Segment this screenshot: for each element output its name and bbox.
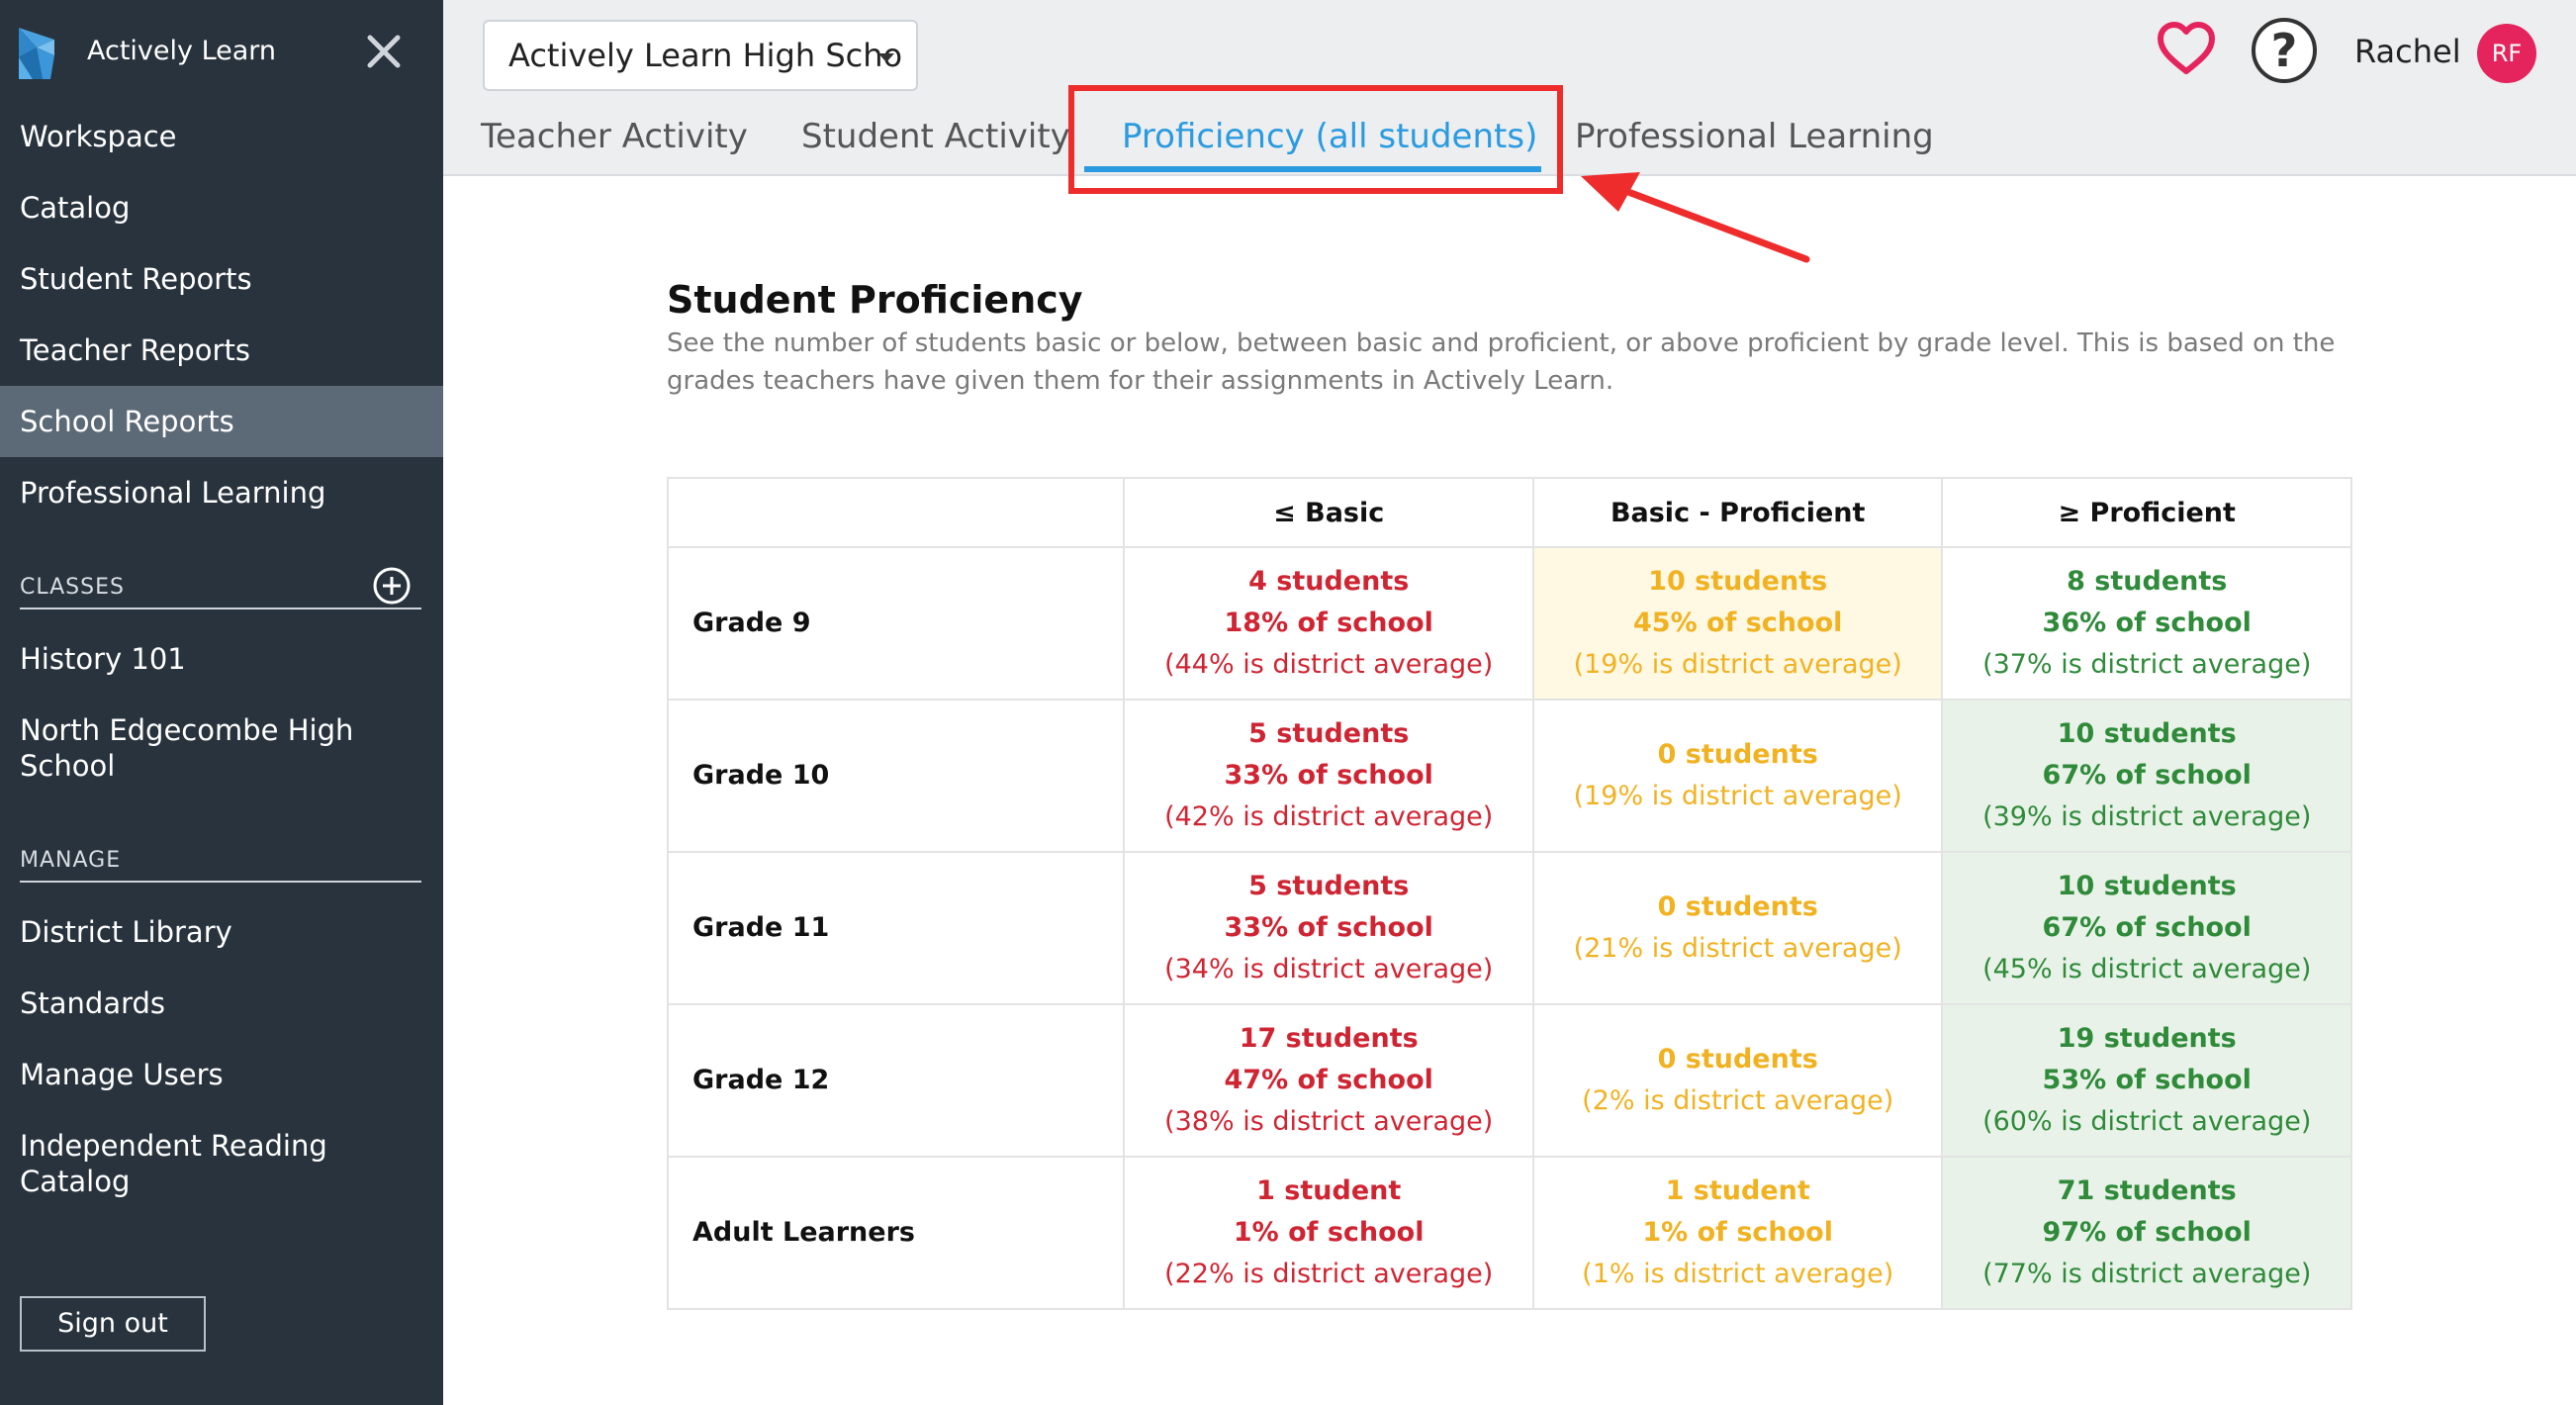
sidebar-item-label: Teacher Reports bbox=[20, 333, 250, 367]
table-header-row bbox=[668, 478, 2351, 547]
grade-label: Grade 11 bbox=[668, 852, 1124, 1004]
student-count: 1 student bbox=[1665, 1175, 1810, 1206]
grade-label: Grade 10 bbox=[668, 700, 1124, 852]
user-name[interactable]: Rachel bbox=[2354, 33, 2461, 70]
school-percent: 67% of school bbox=[2042, 760, 2252, 791]
proficient-cell bbox=[1942, 1004, 2351, 1157]
add-class-icon[interactable] bbox=[372, 566, 412, 606]
grade-label: Grade 12 bbox=[668, 1004, 1124, 1157]
page-description: See the number of students basic or below, between basic and proficient, or above proficient by grade level. This is based on the grades teachers have given them for their assignments in Actively Learn. bbox=[667, 328, 2336, 396]
district-average: (60% is district average) bbox=[1982, 1106, 2312, 1137]
caret-down-icon bbox=[878, 53, 894, 62]
highlight-annotation-box bbox=[1068, 85, 1563, 194]
arrow-annotation-icon bbox=[1573, 168, 1830, 277]
sign-out-button[interactable]: Sign out bbox=[20, 1296, 206, 1352]
column-header-basic: ≤ Basic bbox=[1124, 478, 1532, 547]
sidebar-item-label: Catalog bbox=[20, 1165, 131, 1198]
district-average: (42% is district average) bbox=[1164, 801, 1494, 832]
school-percent: 36% of school bbox=[2042, 608, 2252, 638]
tab-proficiency[interactable]: Proficiency (all students) bbox=[1122, 117, 1538, 156]
column-header-between: Basic - Proficient bbox=[1533, 478, 1943, 547]
student-count: 19 students bbox=[2057, 1023, 2237, 1054]
close-icon[interactable] bbox=[362, 30, 406, 73]
between-cell bbox=[1533, 700, 1943, 852]
sidebar-item-student-reports[interactable] bbox=[0, 243, 443, 315]
school-percent: 45% of school bbox=[1633, 608, 1843, 638]
proficient-cell bbox=[1942, 852, 2351, 1004]
district-average: (22% is district average) bbox=[1164, 1259, 1494, 1289]
school-percent: 67% of school bbox=[2042, 912, 2252, 943]
actively-learn-logo-icon bbox=[15, 28, 58, 79]
sidebar-item-label: Manage Users bbox=[20, 1058, 224, 1091]
table-row bbox=[668, 852, 2351, 1004]
tab-professional-learning[interactable]: Professional Learning bbox=[1575, 117, 1934, 156]
district-average: (39% is district average) bbox=[1982, 801, 2312, 832]
basic-cell bbox=[1124, 547, 1532, 700]
manage-header-label: MANAGE bbox=[20, 848, 122, 873]
basic-cell bbox=[1124, 852, 1532, 1004]
sidebar-item-professional-learning[interactable] bbox=[0, 457, 443, 528]
table-row bbox=[668, 547, 2351, 700]
sidebar-item-district-library[interactable] bbox=[0, 896, 443, 968]
district-average: (37% is district average) bbox=[1982, 649, 2312, 680]
proficient-cell bbox=[1942, 700, 2351, 852]
sidebar-item-label: Standards bbox=[20, 986, 166, 1020]
sidebar-item-label: Catalog bbox=[20, 191, 131, 225]
heart-icon[interactable] bbox=[2157, 20, 2216, 79]
district-average: (2% is district average) bbox=[1582, 1085, 1894, 1116]
student-count: 10 students bbox=[2057, 718, 2237, 749]
district-average: (77% is district average) bbox=[1982, 1259, 2312, 1289]
classes-section-header bbox=[20, 570, 421, 609]
sidebar-item-standards[interactable] bbox=[0, 968, 443, 1039]
page-title: Student Proficiency bbox=[667, 278, 1083, 322]
proficient-cell bbox=[1942, 1157, 2351, 1309]
student-count: 0 students bbox=[1657, 1044, 1818, 1075]
student-count: 5 students bbox=[1248, 718, 1410, 749]
district-average: (21% is district average) bbox=[1573, 933, 1902, 964]
between-cell bbox=[1533, 547, 1943, 700]
table-row bbox=[668, 700, 2351, 852]
sidebar-item-class-history-101[interactable] bbox=[0, 623, 443, 695]
district-average: (44% is district average) bbox=[1164, 649, 1494, 680]
student-count: 0 students bbox=[1657, 739, 1818, 770]
tab-teacher-activity[interactable]: Teacher Activity bbox=[481, 117, 748, 156]
tab-student-activity[interactable]: Student Activity bbox=[801, 117, 1070, 156]
school-percent: 1% of school bbox=[1233, 1217, 1425, 1248]
sidebar-item-catalog[interactable] bbox=[0, 172, 443, 243]
student-count: 17 students bbox=[1239, 1023, 1419, 1054]
basic-cell bbox=[1124, 1157, 1532, 1309]
table-row bbox=[668, 1004, 2351, 1157]
manage-section-header bbox=[20, 843, 421, 883]
brand-header bbox=[0, 0, 443, 103]
column-header-proficient: ≥ Proficient bbox=[1942, 478, 2351, 547]
sidebar-item-label: Workspace bbox=[20, 120, 177, 153]
district-average: (34% is district average) bbox=[1164, 954, 1494, 984]
basic-cell bbox=[1124, 1004, 1532, 1157]
column-header-grade bbox=[668, 478, 1124, 547]
school-percent: 1% of school bbox=[1642, 1217, 1833, 1248]
sidebar-item-manage-users[interactable] bbox=[0, 1039, 443, 1110]
between-cell bbox=[1533, 852, 1943, 1004]
school-select-value: Actively Learn High Scho bbox=[508, 37, 903, 74]
sidebar-item-label: North Edgecombe High bbox=[20, 713, 354, 747]
district-average: (45% is district average) bbox=[1982, 954, 2312, 984]
district-average: (38% is district average) bbox=[1164, 1106, 1494, 1137]
app-name: Actively Learn bbox=[87, 36, 277, 66]
help-icon[interactable]: ? bbox=[2252, 18, 2317, 83]
district-average: (1% is district average) bbox=[1582, 1259, 1894, 1289]
student-count: 8 students bbox=[2067, 566, 2228, 597]
district-average: (19% is district average) bbox=[1573, 781, 1902, 811]
proficient-cell bbox=[1942, 547, 2351, 700]
student-count: 71 students bbox=[2057, 1175, 2237, 1206]
sidebar-item-workspace[interactable] bbox=[0, 101, 443, 172]
sidebar bbox=[0, 0, 443, 1405]
school-percent: 97% of school bbox=[2042, 1217, 2252, 1248]
basic-cell bbox=[1124, 700, 1532, 852]
grade-label: Adult Learners bbox=[668, 1157, 1124, 1309]
between-cell bbox=[1533, 1004, 1943, 1157]
district-average: (19% is district average) bbox=[1573, 649, 1902, 680]
between-cell bbox=[1533, 1157, 1943, 1309]
sidebar-item-label: School Reports bbox=[20, 405, 234, 438]
student-count: 10 students bbox=[2057, 871, 2237, 901]
avatar[interactable]: RF bbox=[2477, 24, 2536, 83]
school-percent: 33% of school bbox=[1224, 760, 1433, 791]
school-percent: 33% of school bbox=[1224, 912, 1433, 943]
table-row bbox=[668, 1157, 2351, 1309]
sidebar-item-label: Independent Reading bbox=[20, 1129, 327, 1163]
student-count: 0 students bbox=[1657, 891, 1818, 922]
grade-label: Grade 9 bbox=[668, 547, 1124, 700]
sidebar-item-label: School bbox=[20, 749, 116, 783]
sidebar-item-label: Student Reports bbox=[20, 262, 252, 296]
school-percent: 53% of school bbox=[2042, 1065, 2252, 1095]
school-percent: 47% of school bbox=[1224, 1065, 1433, 1095]
sidebar-item-independent-reading[interactable] bbox=[0, 1128, 443, 1207]
classes-header-label: CLASSES bbox=[20, 575, 125, 600]
sidebar-item-teacher-reports[interactable] bbox=[0, 315, 443, 386]
sidebar-item-school-reports[interactable] bbox=[0, 386, 443, 457]
student-count: 1 student bbox=[1256, 1175, 1402, 1206]
sidebar-item-label: History 101 bbox=[20, 642, 186, 676]
proficiency-table bbox=[667, 477, 2352, 1310]
sidebar-item-label: District Library bbox=[20, 915, 232, 949]
school-select[interactable] bbox=[483, 20, 918, 91]
student-count: 10 students bbox=[1648, 566, 1828, 597]
school-percent: 18% of school bbox=[1224, 608, 1433, 638]
sidebar-item-label: Professional Learning bbox=[20, 476, 326, 510]
sidebar-item-class-north-edgecombe[interactable] bbox=[0, 712, 443, 792]
student-count: 4 students bbox=[1248, 566, 1410, 597]
student-count: 5 students bbox=[1248, 871, 1410, 901]
